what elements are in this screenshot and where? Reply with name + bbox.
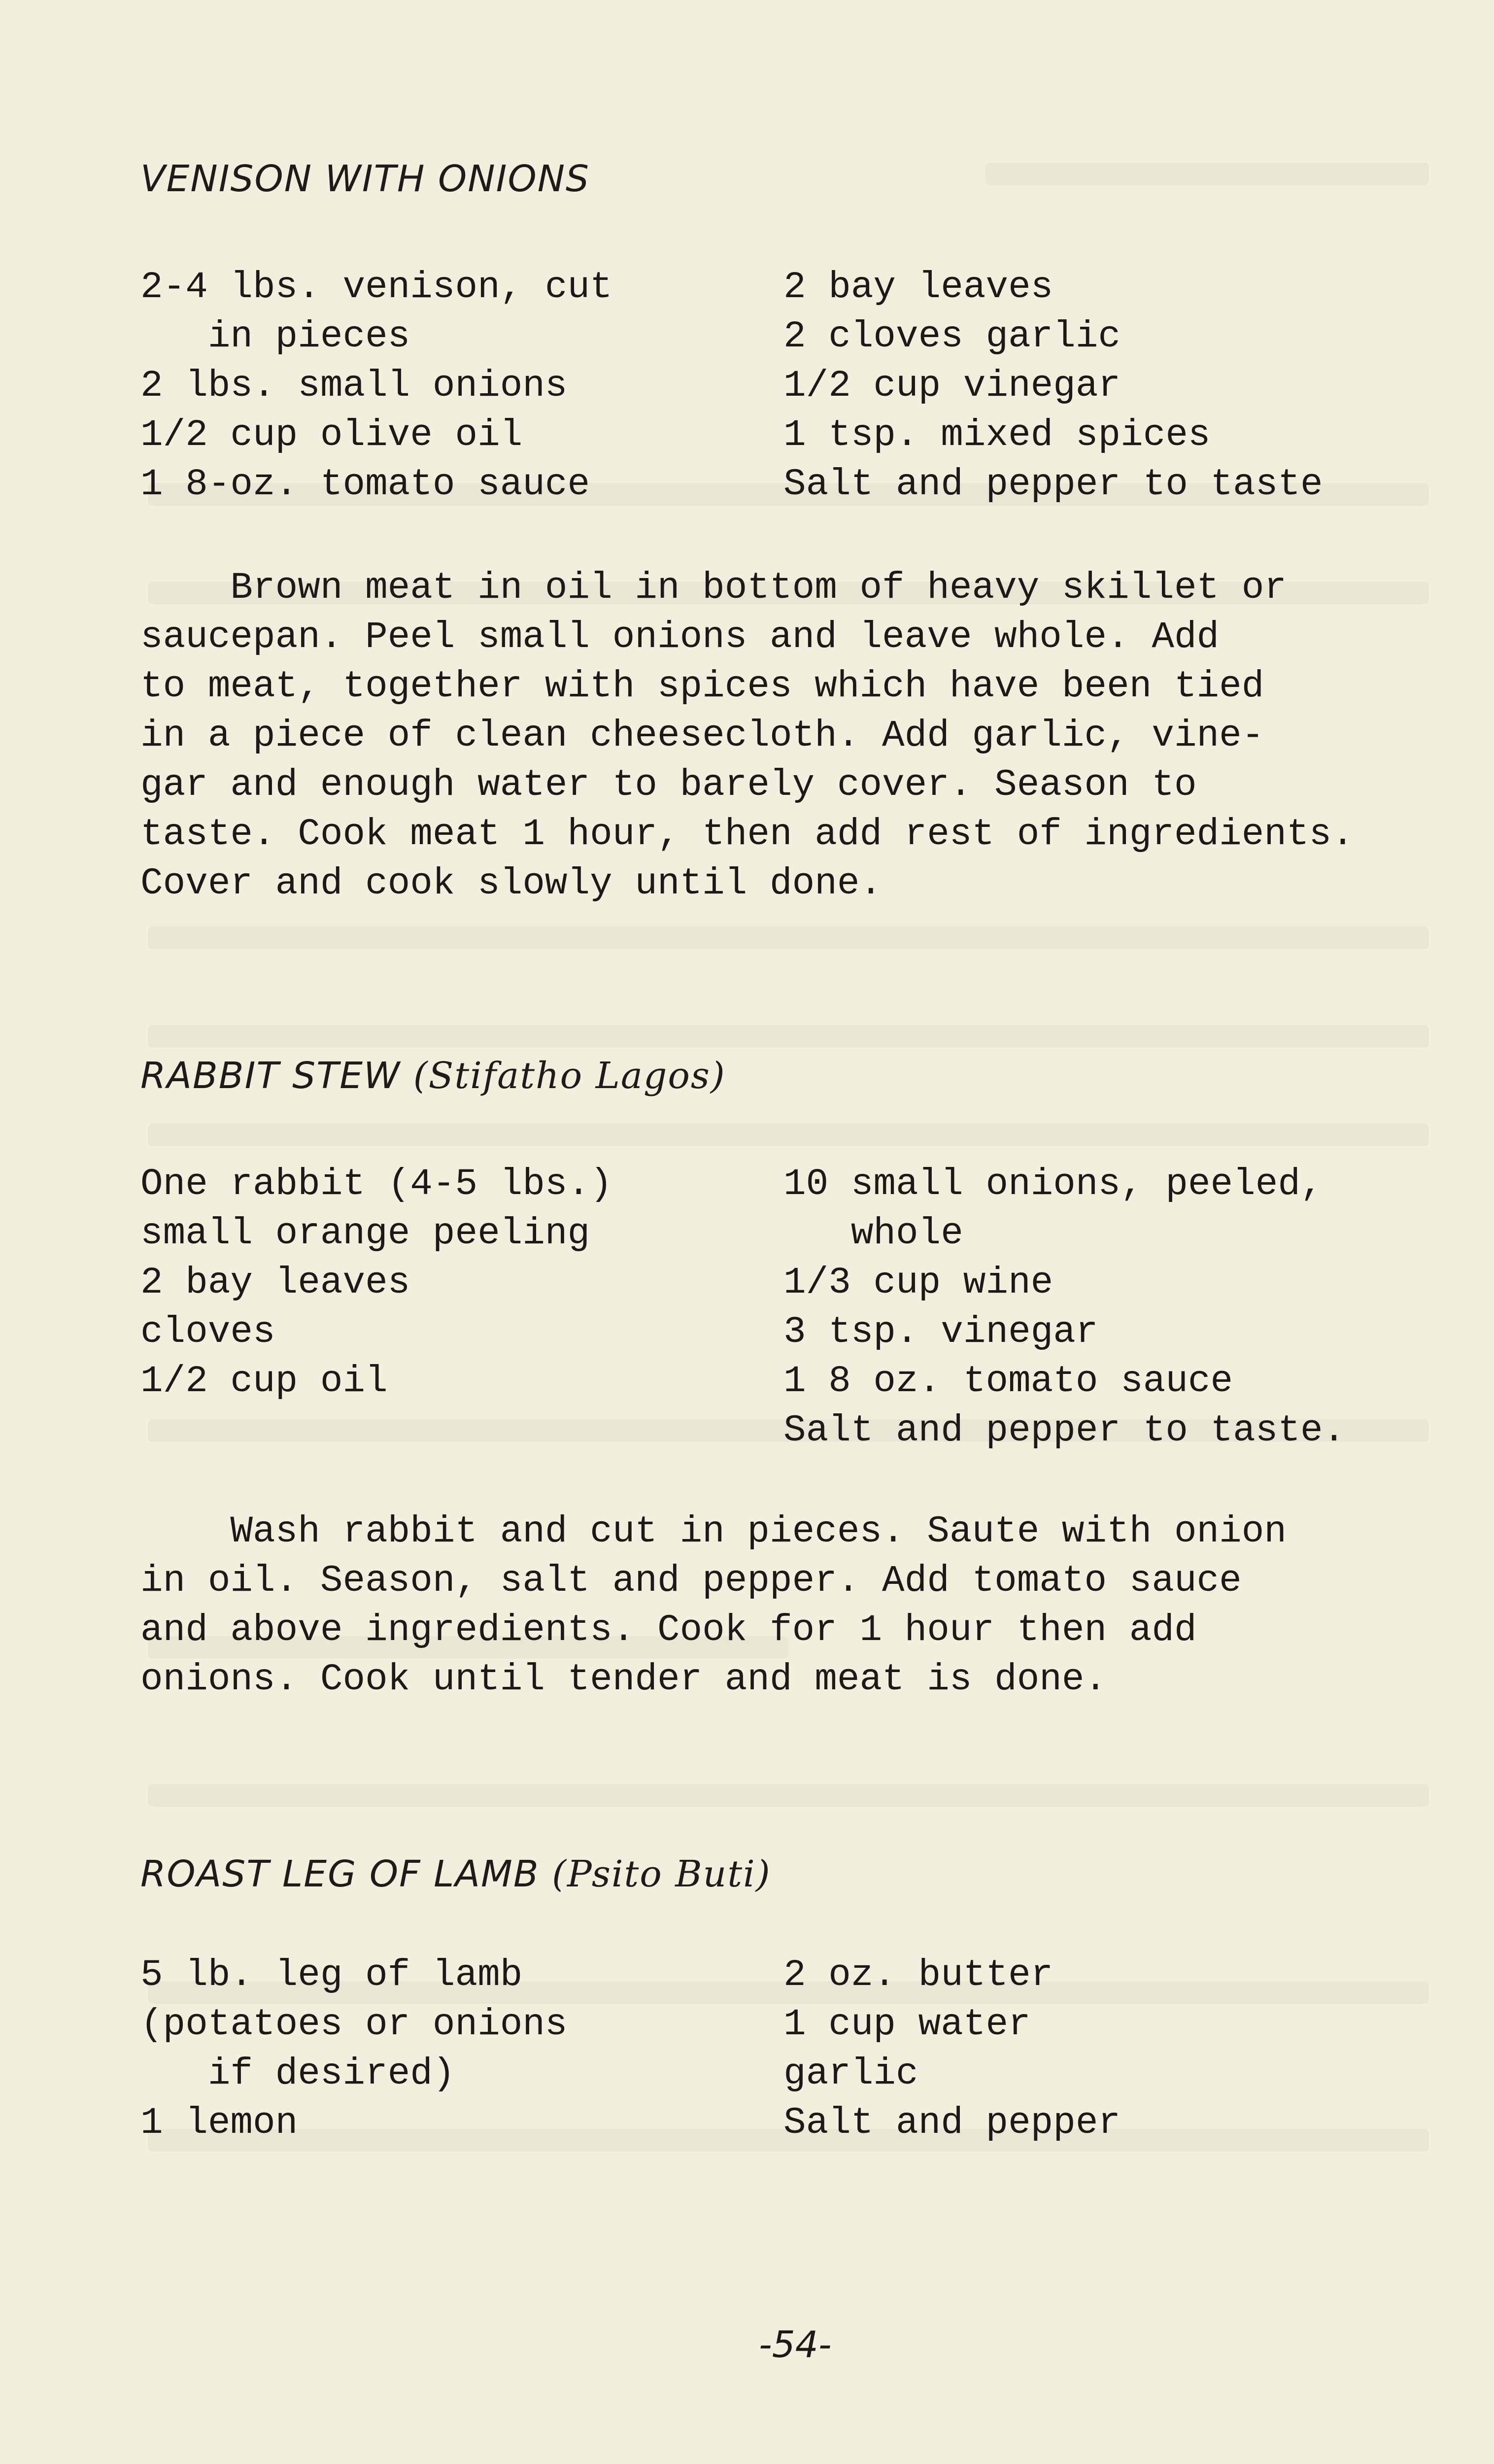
ingredient-right: 1/3 cup wine — [783, 1262, 1053, 1304]
directions-line: to meat, together with spices which have been tied — [140, 665, 1264, 708]
ingredient-right: 10 small onions, peeled, — [783, 1163, 1323, 1205]
ingredient-left: 2-4 lbs. venison, cut — [140, 266, 612, 308]
ingredient-left: One rabbit (4-5 lbs.) — [140, 1163, 612, 1205]
ingredient-left: in pieces — [140, 315, 410, 358]
directions-line: saucepan. Peel small onions and leave whole. Add — [140, 616, 1220, 658]
ingredient-left: 1/2 cup olive oil — [140, 414, 523, 456]
ingredient-left: 1 lemon — [140, 2102, 298, 2144]
ingredient-right: whole — [783, 1212, 963, 1255]
directions-line: Cover and cook slowly until done. — [140, 862, 883, 905]
ingredient-right: 3 tsp. vinegar — [783, 1311, 1098, 1353]
recipe-title-text: VENISON WITH ONIONS — [140, 158, 590, 200]
directions-line: in oil. Season, salt and pepper. Add tomato sauce — [140, 1560, 1242, 1602]
ingredient-left: 1 8-oz. tomato sauce — [140, 463, 590, 506]
recipe-title-text: ROAST LEG OF LAMB — [140, 1853, 540, 1895]
ingredient-right: 1 tsp. mixed spices — [783, 414, 1211, 456]
ingredient-left: cloves — [140, 1311, 275, 1353]
recipe-greek-title: (Stifatho Lagos) — [413, 1055, 726, 1097]
ingredient-left: 5 lb. leg of lamb — [140, 1954, 523, 1996]
ingredient-left: 2 lbs. small onions — [140, 365, 568, 407]
ingredient-right: 1 cup water — [783, 2003, 1031, 2046]
page-number: -54- — [759, 2324, 832, 2366]
directions-line: onions. Cook until tender and meat is done. — [140, 1658, 1107, 1701]
directions-line: taste. Cook meat 1 hour, then add rest of ingredients. — [140, 813, 1354, 856]
ingredient-right: Salt and pepper — [783, 2102, 1121, 2144]
recipe-greek-title: (Psito Buti) — [552, 1853, 771, 1895]
directions-line: Brown meat in oil in bottom of heavy skillet or — [140, 567, 1287, 609]
ingredient-right: 1/2 cup vinegar — [783, 365, 1121, 407]
recipe-title — [140, 1055, 726, 1097]
ingredient-right: Salt and pepper to taste — [783, 463, 1323, 506]
ingredient-left: 2 bay leaves — [140, 1262, 410, 1304]
ingredient-left: 1/2 cup oil — [140, 1360, 388, 1403]
directions-line: in a piece of clean cheesecloth. Add garlic, vine- — [140, 715, 1264, 757]
ingredient-left: (potatoes or onions — [140, 2003, 568, 2046]
directions-line: gar and enough water to barely cover. Season to — [140, 764, 1197, 806]
ingredient-right: garlic — [783, 2053, 918, 2095]
ingredient-right: 2 cloves garlic — [783, 315, 1121, 358]
recipe-title — [140, 1853, 771, 1895]
recipe-title-text: RABBIT STEW — [140, 1055, 401, 1097]
ingredient-right: 2 oz. butter — [783, 1954, 1053, 1996]
ingredient-right: Salt and pepper to taste. — [783, 1409, 1346, 1452]
ingredient-left: small orange peeling — [140, 1212, 590, 1255]
ingredient-left: if desired) — [140, 2053, 455, 2095]
directions-line: Wash rabbit and cut in pieces. Saute with onion — [140, 1510, 1287, 1553]
ingredient-right: 2 bay leaves — [783, 266, 1053, 308]
recipe-title — [140, 158, 590, 200]
directions-line: and above ingredients. Cook for 1 hour then add — [140, 1609, 1197, 1651]
ingredient-right: 1 8 oz. tomato sauce — [783, 1360, 1233, 1403]
